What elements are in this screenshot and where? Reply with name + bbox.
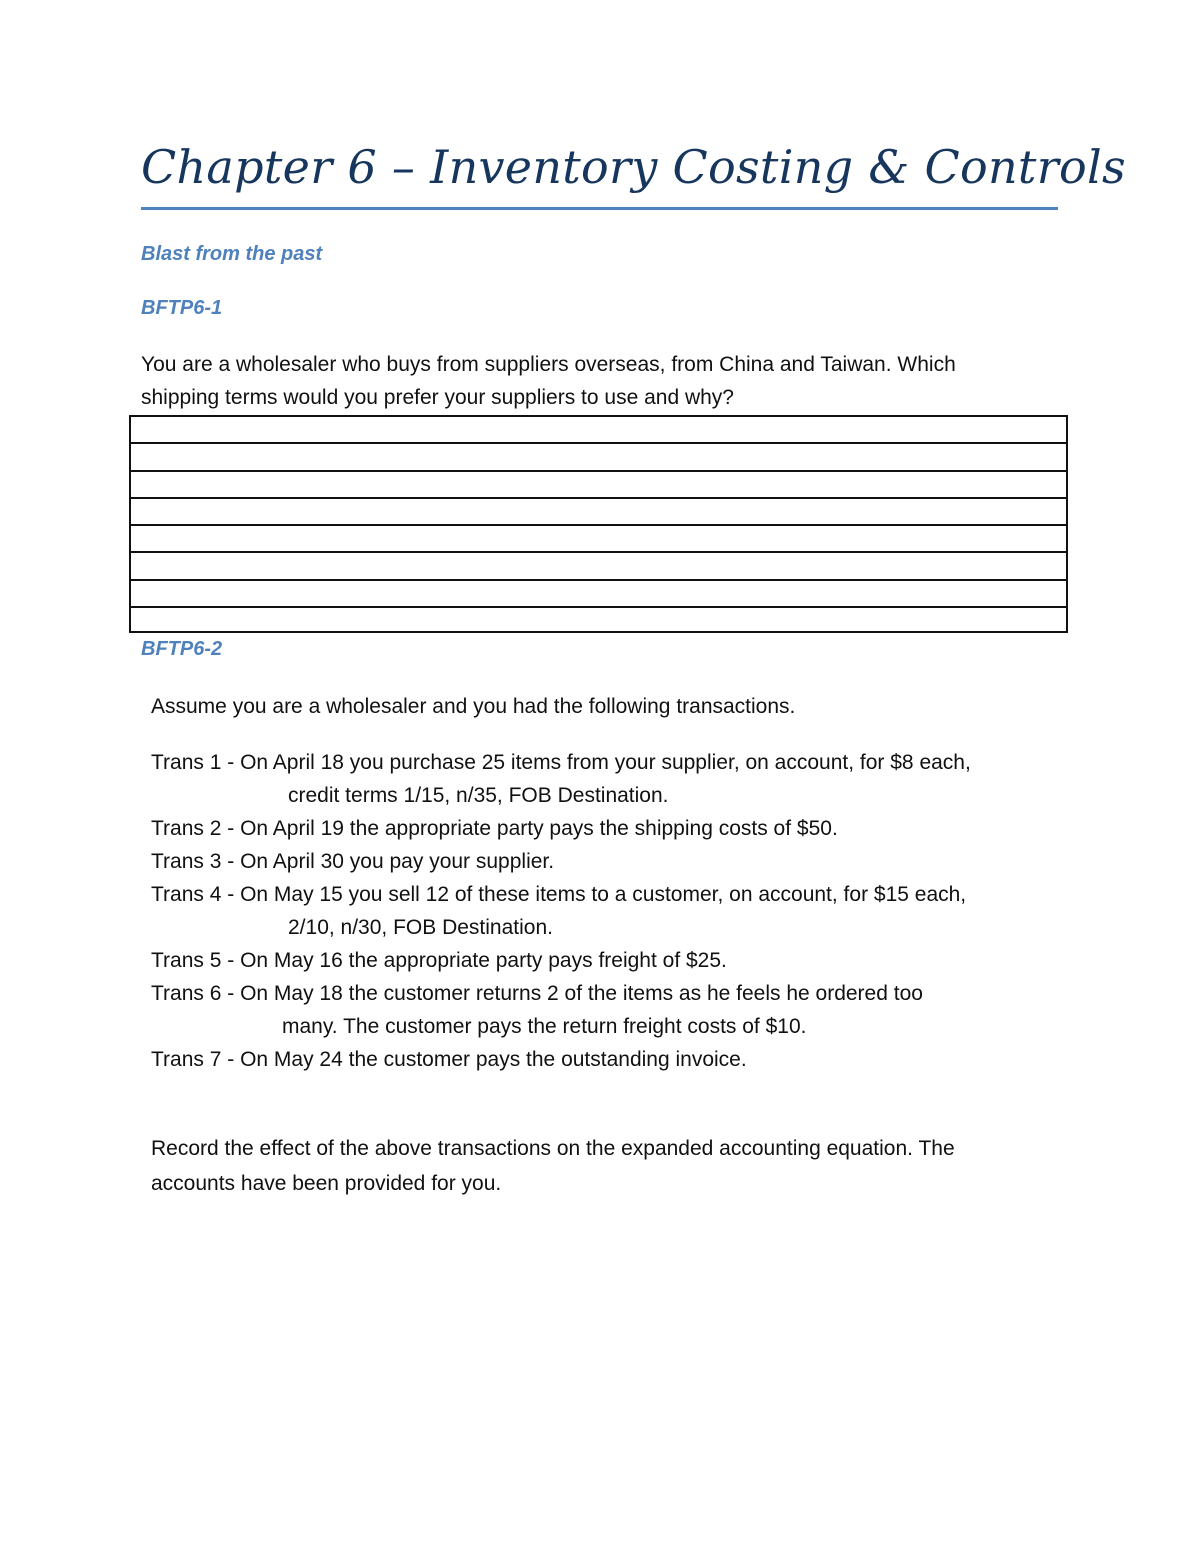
transaction-list xyxy=(151,746,971,1076)
transaction-4-line-1: Trans 4 - On May 15 you sell 12 of these items to a customer, on account, for $15 each, xyxy=(151,883,967,906)
answer-line[interactable] xyxy=(131,472,1066,499)
bftp2-instruction-line-1: Record the effect of the above transactions on the expanded accounting equation. The xyxy=(151,1137,955,1160)
transaction-2: Trans 2 - On April 19 the appropriate party pays the shipping costs of $50. xyxy=(151,817,838,840)
answer-line[interactable] xyxy=(131,581,1066,608)
answer-line[interactable] xyxy=(131,526,1066,553)
answer-line[interactable] xyxy=(131,417,1066,444)
answer-box[interactable] xyxy=(129,415,1068,633)
bftp1-question-line-1: You are a wholesaler who buys from suppliers overseas, from China and Taiwan. Which xyxy=(141,353,956,376)
answer-line[interactable] xyxy=(131,608,1066,635)
transaction-6-line-1: Trans 6 - On May 18 the customer returns 2 of the items as he feels he ordered too xyxy=(151,982,923,1005)
transaction-6-line-2: many. The customer pays the return freight costs of $10. xyxy=(282,1015,807,1038)
section-subtitle: Blast from the past xyxy=(141,243,323,265)
bftp2-intro: Assume you are a wholesaler and you had the following transactions. xyxy=(151,695,796,718)
bftp1-label: BFTP6-1 xyxy=(141,297,223,319)
page-title: Chapter 6 – Inventory Costing & Controls xyxy=(141,140,1126,194)
answer-line[interactable] xyxy=(131,499,1066,526)
transaction-1-line-2: credit terms 1/15, n/35, FOB Destination. xyxy=(288,784,669,807)
transaction-3: Trans 3 - On April 30 you pay your supplier. xyxy=(151,850,555,873)
bftp2-label: BFTP6-2 xyxy=(141,638,223,660)
bftp2-instruction-line-2: accounts have been provided for you. xyxy=(151,1172,502,1195)
bftp1-question-line-2: shipping terms would you prefer your suppliers to use and why? xyxy=(141,386,734,409)
transaction-7: Trans 7 - On May 24 the customer pays the outstanding invoice. xyxy=(151,1048,747,1071)
answer-line[interactable] xyxy=(131,444,1066,471)
transaction-4-line-2: 2/10, n/30, FOB Destination. xyxy=(288,916,553,939)
title-underline xyxy=(141,207,1058,210)
transaction-5: Trans 5 - On May 16 the appropriate party pays freight of $25. xyxy=(151,949,727,972)
transaction-1-line-1: Trans 1 - On April 18 you purchase 25 items from your supplier, on account, for $8 each, xyxy=(151,751,971,774)
answer-line[interactable] xyxy=(131,553,1066,580)
